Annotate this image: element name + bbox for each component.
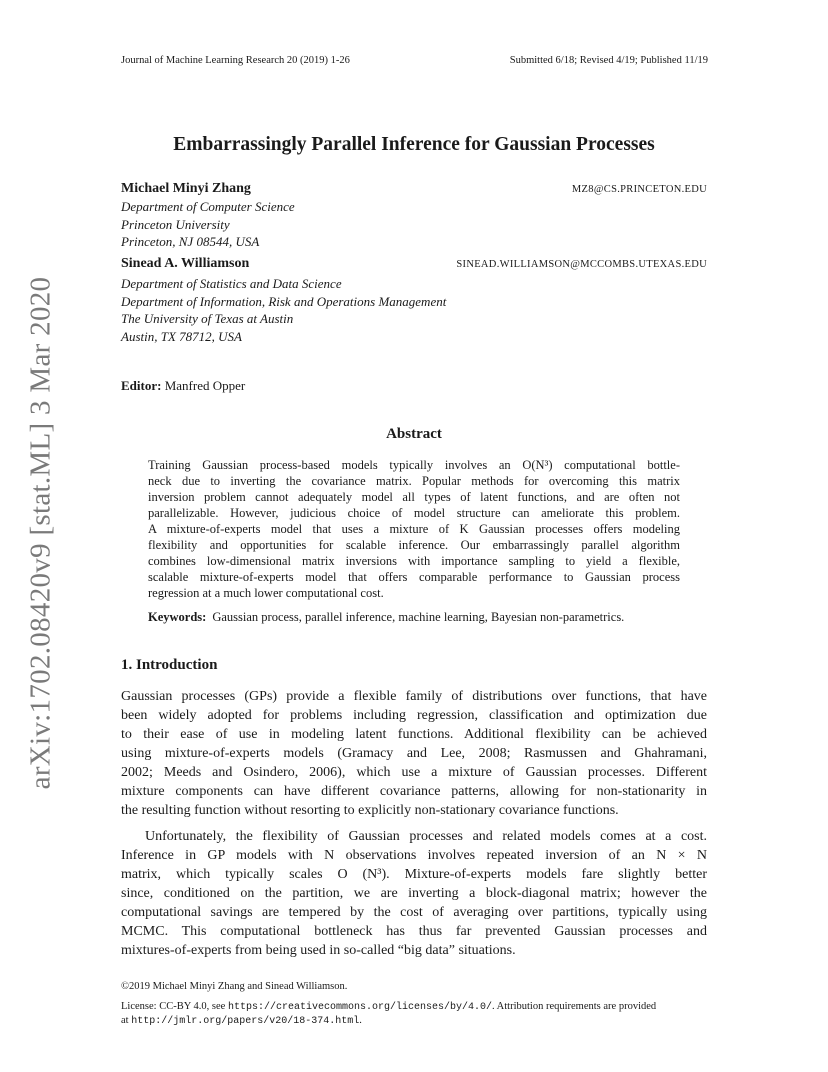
affiliation-line: The University of Texas at Austin <box>121 311 294 326</box>
paragraph-line: MCMC. This computational bottleneck has thus far prevented Gaussian processes and <box>121 924 707 939</box>
license-link[interactable]: https://creativecommons.org/licenses/by/4.0/ <box>227 1002 492 1013</box>
paragraph-line: matrix, which typically scales O (N³). Mixture-of-experts models fare slightly better <box>121 867 707 882</box>
paragraph-line: the resulting function without resorting to explicitly non-stationary covariance functions. <box>121 803 619 818</box>
license-at: at <box>121 1015 132 1026</box>
editor-label: Editor: <box>121 378 162 393</box>
section-heading: 1. Introduction <box>121 657 218 673</box>
editor-name: Manfred Opper <box>164 378 246 393</box>
affiliation-line: Department of Statistics and Data Science <box>121 276 342 291</box>
affiliation-line: Princeton University <box>121 216 230 232</box>
paper-title: Embarrassingly Parallel Inference for Gaussian Processes <box>173 134 655 155</box>
author-affiliation <box>121 198 295 251</box>
author-name: Michael Minyi Zhang <box>121 181 251 196</box>
author-email: MZ8@CS.PRINCETON.EDU <box>571 184 707 195</box>
license-suffix: . Attribution requirements are provided <box>491 1001 657 1012</box>
keywords <box>148 610 624 625</box>
abstract-line: inversion problem cannot adequately model all types of latent functions, and are often not <box>148 490 680 504</box>
paragraph-line: Gaussian processes (GPs) provide a flexible family of distributions over functions, that have <box>121 689 707 704</box>
copyright-notice: ©2019 Michael Minyi Zhang and Sinead Williamson. <box>121 981 348 992</box>
abstract-line: flexibility and opportunities for scalable inference. Our embarrassingly parallel algorithm <box>148 538 680 552</box>
affiliation-line: Department of Computer Science <box>121 199 295 214</box>
keywords-label: Keywords: <box>148 610 207 624</box>
abstract-line: combines low-dimensional matrix inversions with importance sampling to yield a flexible, <box>148 554 680 568</box>
paragraph-line: Unfortunately, the flexibility of Gaussian processes and related models comes at a cost. <box>145 829 707 844</box>
paragraph-line: using mixture-of-experts models (Gramacy and Lee, 2008; Rasmussen and Ghahramani, <box>121 746 707 761</box>
author-name: Sinead A. Williamson <box>121 256 250 271</box>
abstract-line: parallelizable. However, judicious choice of model structure can ameliorate this problem. <box>148 506 680 520</box>
affiliation-line: Department of Information, Risk and Operations Management <box>121 293 447 309</box>
affiliation-line: Princeton, NJ 08544, USA <box>121 234 260 249</box>
paragraph-line: Inference in GP models with N observations involves repeated inversion of an N × N <box>121 848 707 863</box>
submission-dates: Submitted 6/18; Revised 4/19; Published 11/19 <box>509 55 708 66</box>
arxiv-stamp: arXiv:1702.08420v9 [stat.ML] 3 Mar 2020 <box>24 276 57 790</box>
paragraph-line: computational savings are tempered by the cost of averaging over partitions, typically using <box>121 905 707 920</box>
abstract-heading: Abstract <box>386 426 442 442</box>
license-line <box>121 1015 707 1027</box>
affiliation-line: Austin, TX 78712, USA <box>121 328 242 344</box>
abstract-line: regression at a much lower computational cost. <box>148 586 384 600</box>
license-prefix: License: CC-BY 4.0, see <box>121 1001 228 1012</box>
paragraph-line: to their ease of use in modeling latent functions. Additional flexibility can be achieved <box>121 727 707 742</box>
paragraph-line: since, conditioned on the partition, we are inverting a block-diagonal matrix; however the <box>121 886 707 901</box>
journal-header: Journal of Machine Learning Research 20 (2019) 1-26 <box>121 55 350 66</box>
license-line <box>121 1001 707 1013</box>
paper-link[interactable]: http://jmlr.org/papers/v20/18-374.html <box>131 1016 360 1027</box>
paragraph-line: mixtures-of-experts from being used in so-called “big data” situations. <box>121 943 516 958</box>
paragraph-line: 2002; Meeds and Osindero, 2006), which use a mixture of Gaussian processes. Different <box>121 765 707 780</box>
keywords-text: Gaussian process, parallel inference, machine learning, Bayesian non-parametrics. <box>212 610 625 624</box>
abstract-line: A mixture-of-experts model that uses a mixture of K Gaussian processes offers modeling <box>148 522 680 536</box>
author-affiliation <box>121 275 446 345</box>
license-end: . <box>359 1015 362 1026</box>
abstract-line: neck due to inverting the covariance matrix. Popular methods for overcoming this matrix <box>148 474 680 488</box>
paragraph-line: mixture components can have different covariance patterns, allowing for non-stationarity in <box>121 784 707 799</box>
paragraph-line: been widely adopted for problems including regression, classification and optimization due <box>121 708 707 723</box>
editor-line <box>121 378 245 394</box>
author-email: SINEAD.WILLIAMSON@MCCOMBS.UTEXAS.EDU <box>456 259 707 270</box>
abstract-line: Training Gaussian process-based models typically involves an O(N³) computational bottle- <box>148 458 680 472</box>
abstract-line: scalable mixture-of-experts model that offers comparable performance to Gaussian process <box>148 570 680 584</box>
